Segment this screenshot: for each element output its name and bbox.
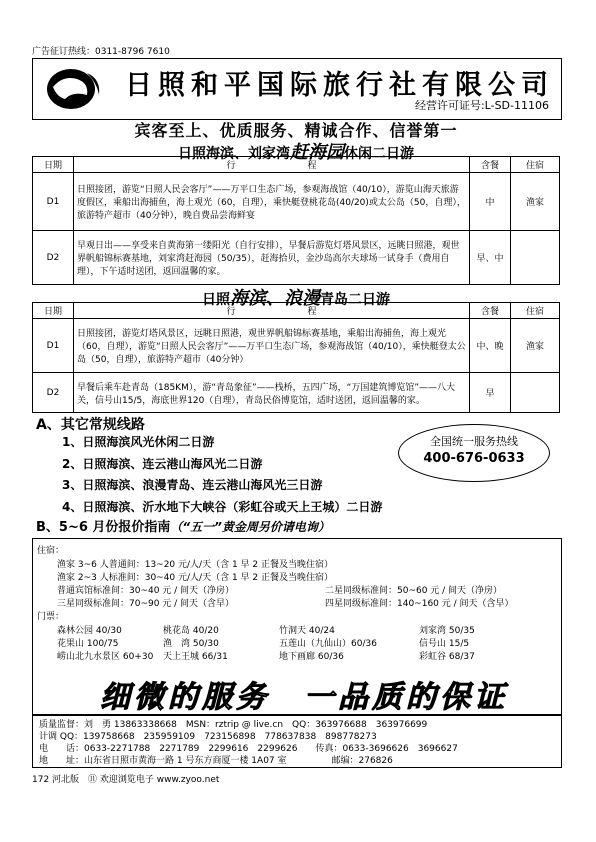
- tour2-table: [32, 302, 560, 413]
- ticket-price: 桃花岛 40/20: [163, 626, 219, 636]
- lodging-label: 住宿：: [37, 546, 65, 556]
- route-list: [62, 432, 382, 518]
- contact-line: 质量监督：刘 勇 13863338668 MSN：rztrip @ live.cn QQ：363976688 363976699: [39, 720, 428, 730]
- slogan: 宾客至上、优质服务、精诚合作、信誉第一: [134, 121, 458, 140]
- ticket-price: 地下画廊 60/36: [279, 652, 344, 662]
- contact-box: [32, 714, 562, 768]
- ticket-price: 五莲山（九仙山）60/36: [279, 639, 377, 649]
- globe-logo-icon: [43, 65, 105, 111]
- contact-line: 计调 QQ：139758668 235959109 723156898 778637838 898778273: [39, 732, 377, 742]
- lodging-price: 三星同级标准间：70~90 元 / 间天（含早）: [57, 599, 235, 609]
- lodging-line: 渔家 2~3 人标准间：30~40 元/人/天（含 1 早 2 正餐及当晚住宿）: [57, 573, 333, 583]
- ticket-price: 花果山 100/75: [57, 639, 119, 649]
- lodging-price: 普通宾馆标准间：30~40 元 / 间天（净房）: [57, 586, 235, 596]
- table-header-row: 日期 行 程 含餐 住宿: [33, 157, 560, 173]
- table-row: D1 日照接团，游览灯塔风景区，远眺日照港，观世界帆船锦标赛基地，乘船出海捕鱼，海上观光（60，自理），游览“日照人民会客厅”——万平口生态广场，参观海战馆（40/10），乘快艇登太公岛（50，自理），旅游特产超市（40分钟） 中、晚 渔家: [33, 319, 560, 373]
- section-a-title: A、其它常规线路: [36, 417, 145, 433]
- tickets-label: 门票：: [37, 612, 65, 622]
- page-footer: 172 河北版 ⑪ 欢迎浏览电子 www.zyoo.net: [32, 775, 220, 785]
- table-header-row: 日期 行 程 含餐 住宿: [33, 303, 560, 319]
- lodging-price: 四星同级标准间：140~160 元 / 间天（含早）: [325, 599, 514, 609]
- list-item: 2、日照海滨、连云港山海风光二日游: [62, 456, 263, 471]
- ticket-price: 刘家湾 50/35: [419, 626, 475, 636]
- list-item: 3、日照海滨、浪漫青岛、连云港山海风光三日游: [62, 478, 323, 492]
- list-item: 4、日照海滨、沂水地下大峡谷（彩虹谷或天上王城）二日游: [62, 499, 383, 514]
- ticket-price: 天上王城 66/31: [163, 652, 228, 662]
- company-name: 日照和平国际旅行社有限公司: [125, 70, 554, 101]
- lodging-line: 渔家 3~6 人普通间：13~20 元/人/天（含 1 早 2 正餐及当晚住宿）: [57, 560, 333, 570]
- table-row: D2 早餐后乘车赴青岛（185KM），游“青岛象征”——栈桥，五四广场，“万国建筑博览馆”——八大关，信号山15/5，海底世界120（自理），青岛民俗博览馆，适时送团，返回温馨的家。 早: [33, 373, 560, 413]
- contact-line: 电 话：0633-2271788 2271789 2299616 2299626 传真：0633-3696626 3696627: [39, 744, 458, 754]
- table-row: D1 日照接团，游览“日照人民会客厅”——万平口生态广场，参观海战馆（40/10），游览山海天旅游度假区，乘船出海捕鱼，海上观光（60，自理），乘快艇登桃花岛(40/20)或太公岛（50，自理），旅游特产超市（40分钟），晚自费品尝海鲜宴 中 渔家: [33, 173, 560, 231]
- ticket-price: 信号山 15/5: [419, 639, 470, 649]
- tour2-title: 日照海滨、浪漫青岛二日游: [202, 288, 390, 309]
- slogan-watermark: 细微的服务 一品质的保证: [100, 680, 508, 715]
- contact-line: 地 址：山东省日照市黄海一路 1 号东方商厦一楼 1A07 室 邮编：276826: [39, 756, 393, 766]
- lodging-price: 二星同级标准间：50~60 元 / 间天（净房）: [325, 586, 503, 596]
- table-row: D2 早观日出——享受来自黄海第一缕阳光（自行安排），早餐后游览灯塔风景区，远眺日照港，观世界帆船锦标赛基地，刘家湾赶海园（50/35），赶海拾贝，金沙岛高尔夫球场一试身手（费用自理），下午适时送团，返回温馨的家。 早、中: [33, 231, 560, 285]
- section-b-title: B、5~6 月份报价指南（“五一”黄金周另价请电询）: [36, 520, 330, 535]
- license-number: 经营许可证号:L-SD-11106: [414, 99, 549, 112]
- ticket-price: 渔 湾 50/30: [163, 639, 219, 649]
- tour1-title: 日照海滨、刘家湾赶海园休闲二日游: [178, 142, 414, 163]
- hotline-number: 400-676-0633: [423, 451, 525, 466]
- hotline-label: 全国统一服务热线: [430, 435, 518, 448]
- ticket-price: 崂山北九水景区 60+30: [57, 652, 154, 662]
- ticket-price: 竹洞天 40/24: [279, 626, 335, 636]
- company-header: [32, 58, 562, 120]
- list-item: 1、日照海滨风光休闲二日游: [62, 435, 215, 449]
- ticket-price: 森林公园 40/30: [57, 626, 122, 636]
- ticket-price: 彩虹谷 68/37: [419, 652, 475, 662]
- hotline-bubble: [398, 424, 550, 482]
- tour1-table: [32, 156, 560, 285]
- ad-hotline: 广告征订热线：0311-8796 7610: [32, 47, 170, 57]
